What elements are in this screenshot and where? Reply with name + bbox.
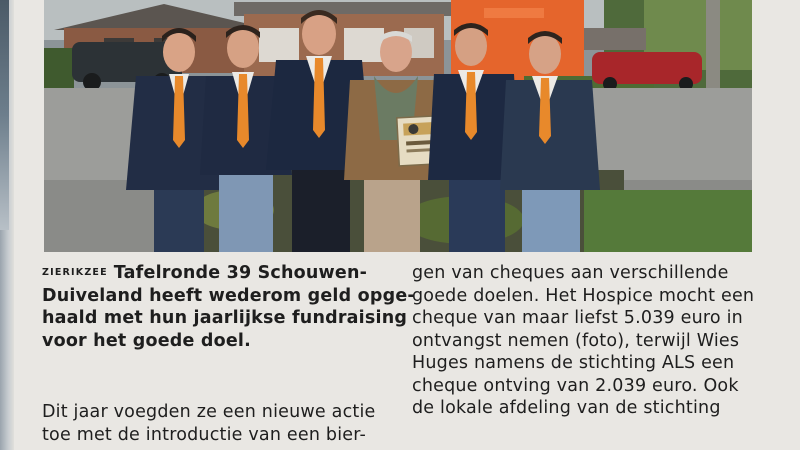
lead-line-3: haald met hun jaarlijkse fundraising [42,308,408,328]
body-col1-line-1: Dit jaar voegden ze een nieuwe actie [42,402,376,422]
body-col2-line-4: ontvangst nemen (foto), terwijl Wies [412,330,740,351]
body-col2-line-1: gen van cheques aan verschillende [412,263,729,283]
photo-scene [44,0,752,252]
dateline: ZIERIKZEE [42,267,108,278]
body-col2-line-5: Huges namens de stichting ALS een [412,353,735,373]
body-col2-line-2: goede doelen. Het Hospice mocht een [412,285,755,306]
lead-line-1 [42,262,394,285]
article-lead-column [42,262,415,352]
lead-line-4: voor het goede doel. [42,330,251,351]
body-col2-line-7: de lokale afdeling van de stichting [412,398,721,418]
lead-line-1-text: Tafelronde 39 Schouwen- [113,263,368,283]
article-body-column-2 [412,262,764,420]
adjacent-page-edge [0,0,14,450]
adjacent-photo-edge [0,0,9,230]
news-photo [44,0,752,252]
article-body-column-1 [42,401,394,447]
body-col2-line-6: cheque ontving van 2.039 euro. Ook [412,375,739,396]
body-col2-line-3: cheque van maar liefst 5.039 euro in [412,308,743,328]
body-col1-line-2: toe met de introductie van een bier- [42,425,367,445]
lead-line-2: Duiveland heeft wederom geld opge- [42,285,415,306]
